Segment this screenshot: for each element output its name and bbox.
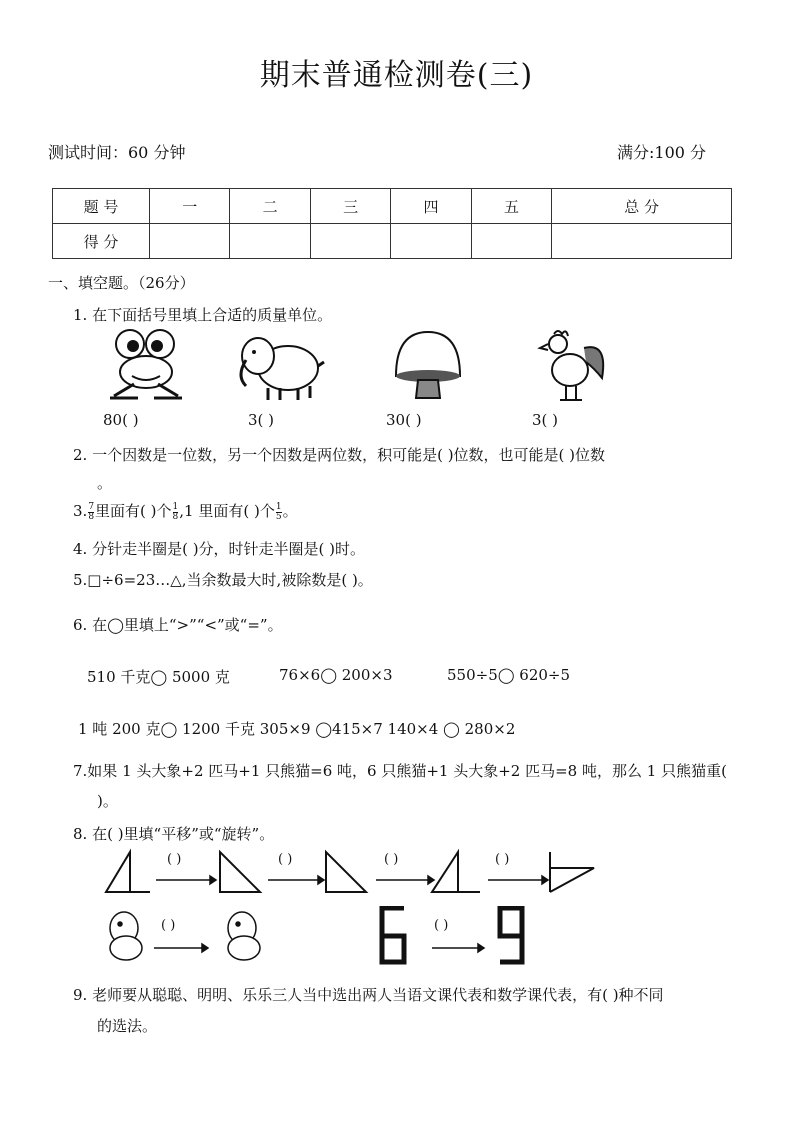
table-header-cell: 一 — [150, 189, 230, 224]
page-title: 期末普通检测卷(三) — [259, 58, 534, 93]
score-cell[interactable] — [552, 224, 732, 259]
q3-num: 3. — [73, 502, 88, 520]
q3-part-c: ,1 里面有( )个 — [179, 502, 275, 520]
q1-blank-4[interactable]: 3( ) — [532, 411, 559, 429]
question-5: 5.□÷6=23…△,当余数最大时,被除数是( )。 — [73, 571, 373, 589]
rooster-icon — [532, 328, 612, 404]
question-3 — [73, 500, 298, 522]
q6-row-2: 1 吨 200 克◯ 1200 千克 305×9 ◯415×7 140×4 ◯ 280×2 — [78, 720, 516, 738]
q1-blank-1[interactable]: 80( ) — [103, 411, 139, 429]
q8-blank-6[interactable]: ( ) — [434, 918, 449, 933]
q3-part-d: 。 — [282, 502, 298, 520]
score-cell[interactable] — [150, 224, 230, 259]
row-label: 得 分 — [53, 224, 150, 259]
q1-blank-3[interactable]: 30( ) — [386, 411, 422, 429]
score-cell[interactable] — [230, 224, 310, 259]
score-cell[interactable] — [310, 224, 390, 259]
table-header-row — [53, 189, 732, 224]
question-2-cont: 。 — [97, 474, 113, 492]
table-header-cell: 总 分 — [552, 189, 732, 224]
q6-item-2: 76×6◯ 200×3 — [279, 666, 393, 684]
q8-blank-1[interactable]: ( ) — [167, 852, 182, 867]
test-time: 测试时间：60 分钟 — [48, 143, 186, 162]
fraction-7-8: $\frac{7}{8}$ — [88, 501, 95, 522]
question-2: 2. 一个因数是一位数，另一个因数是两位数，积可能是( )位数，也可能是( )位数 — [73, 446, 606, 464]
q8-blank-3[interactable]: ( ) — [384, 852, 399, 867]
question-6: 6. 在◯里填上“>”“<”或“=”。 — [73, 616, 283, 634]
table-score-row — [53, 224, 732, 259]
fraction-1-8: $\frac{1}{8}$ — [172, 501, 179, 522]
q8-blank-4[interactable]: ( ) — [495, 852, 510, 867]
elephant-icon — [232, 330, 328, 404]
section-heading: 一、填空题。（26分） — [48, 274, 195, 292]
question-7-cont: )。 — [97, 792, 118, 810]
q1-blank-2[interactable]: 3( ) — [248, 411, 275, 429]
mushroom-icon — [390, 328, 466, 402]
question-9: 9. 老师要从聪聪、明明、乐乐三人当中选出两人当语文课代表和数学课代表，有( )种不同 — [73, 986, 664, 1004]
question-1: 1. 在下面括号里填上合适的质量单位。 — [73, 306, 333, 324]
question-8: 8. 在( )里填“平移”或“旋转”。 — [73, 825, 275, 843]
table-header-cell: 五 — [471, 189, 551, 224]
score-cell[interactable] — [471, 224, 551, 259]
q8-shapes-row2 — [102, 906, 542, 966]
frog-icon — [104, 326, 188, 402]
q6-item-3: 550÷5◯ 620÷5 — [447, 666, 571, 684]
table-header-cell: 二 — [230, 189, 310, 224]
q8-blank-5[interactable]: ( ) — [161, 918, 176, 933]
q6-item-1: 510 千克◯ 5000 克 — [87, 668, 230, 686]
score-cell[interactable] — [391, 224, 471, 259]
question-4: 4. 分针走半圈是( )分，时针走半圈是( )时。 — [73, 540, 366, 558]
table-header-cell: 三 — [310, 189, 390, 224]
table-header-cell: 题 号 — [53, 189, 150, 224]
fraction-1-5: $\frac{1}{5}$ — [275, 501, 282, 522]
q8-blank-2[interactable]: ( ) — [278, 852, 293, 867]
full-score: 满分:100 分 — [617, 143, 707, 162]
score-table — [52, 188, 732, 259]
question-7: 7.如果 1 头大象+2 匹马+1 只熊猫=6 吨，6 只熊猫+1 头大象+2 匹马=8 吨，那么 1 只熊猫重( — [73, 762, 727, 780]
table-header-cell: 四 — [391, 189, 471, 224]
question-9-cont: 的选法。 — [97, 1017, 158, 1035]
q3-part-b: 里面有( )个 — [95, 502, 172, 520]
